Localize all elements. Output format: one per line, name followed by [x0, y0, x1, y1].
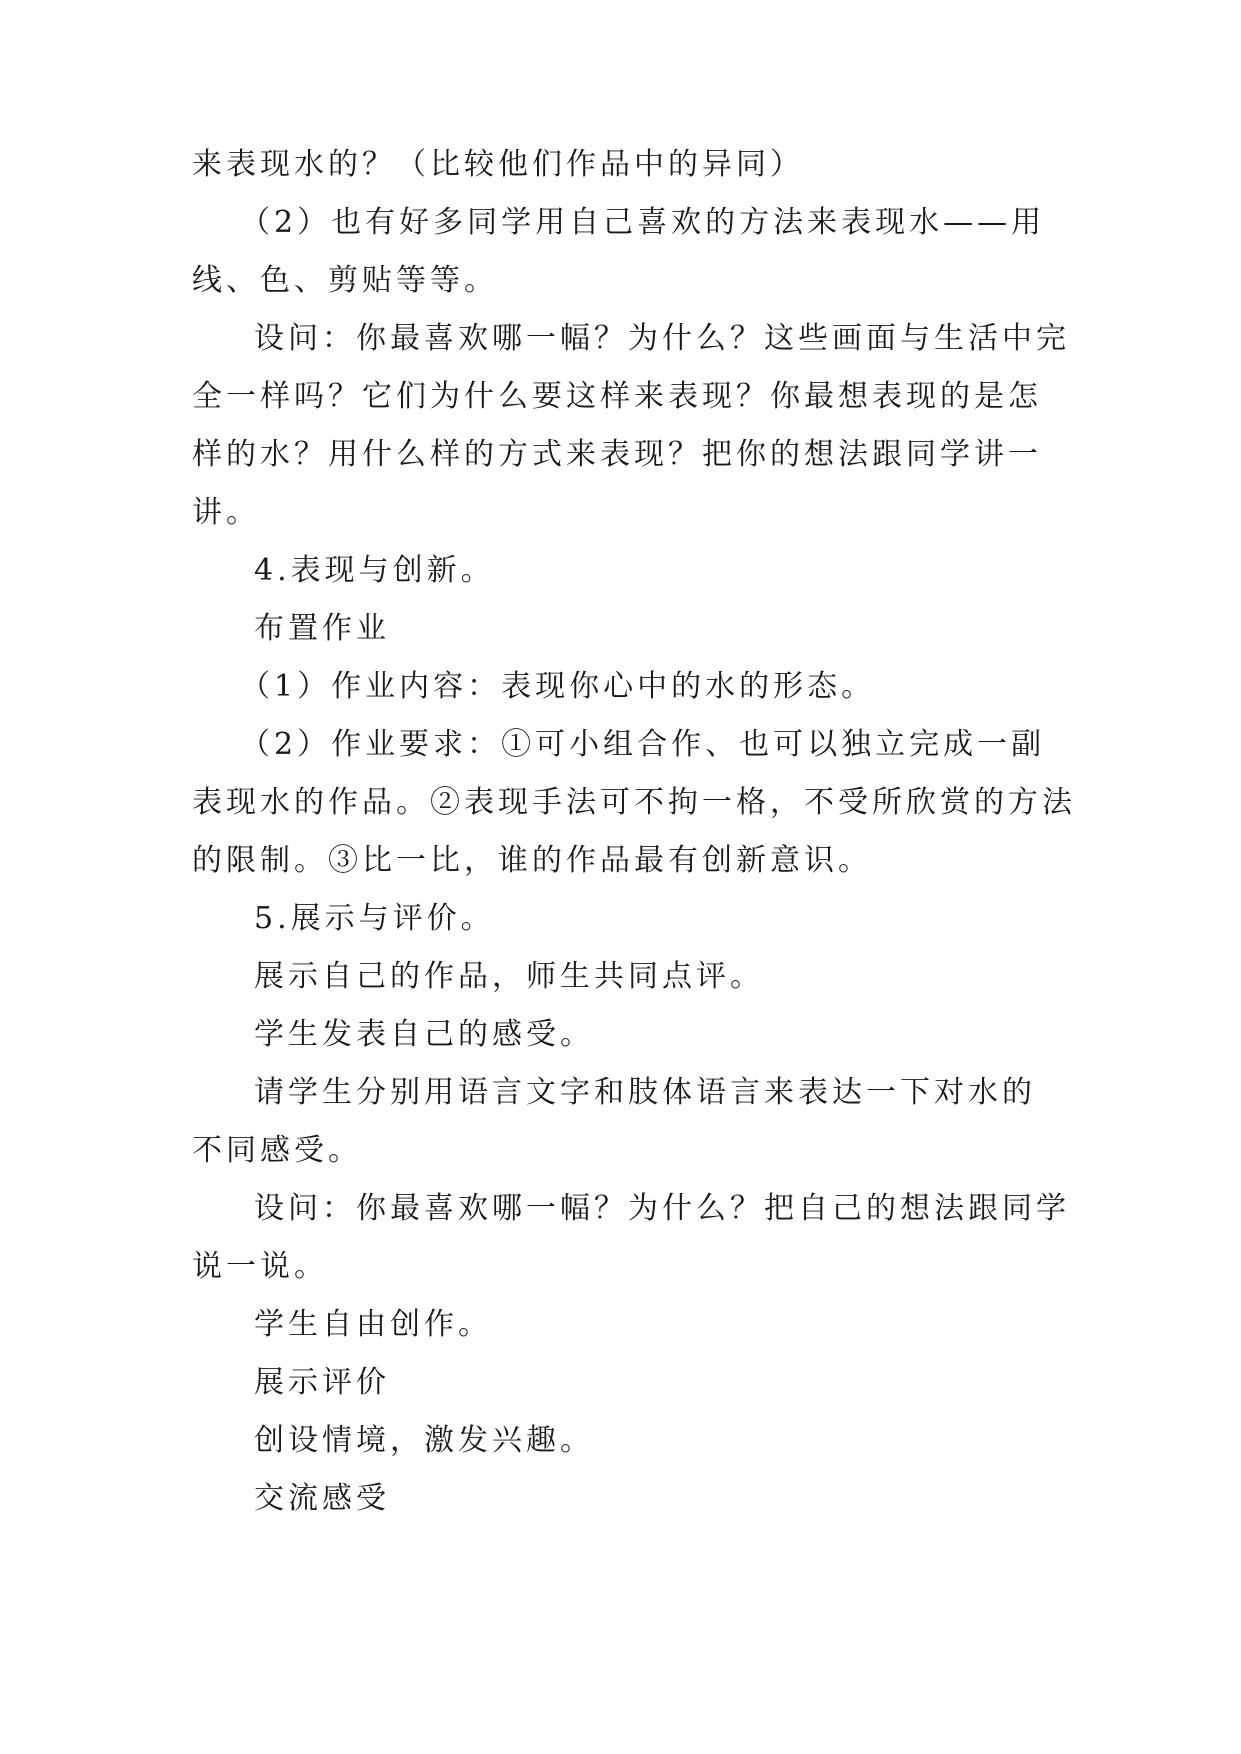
text-line: 讲。 — [192, 495, 260, 530]
text-line: （2）作业要求：①可小组合作、也可以独立完成一副 — [240, 727, 1046, 762]
text-line: 展示评价 — [254, 1365, 390, 1400]
text-line: 4.表现与创新。 — [254, 553, 495, 588]
text-line: 全一样吗？它们为什么要这样来表现？你最想表现的是怎 — [192, 379, 1042, 414]
text-line: 线、色、剪贴等等。 — [192, 263, 498, 298]
text-line: （2）也有好多同学用自己喜欢的方法来表现水——用 — [240, 205, 1046, 240]
text-line: 设问：你最喜欢哪一幅？为什么？这些画面与生活中完 — [254, 321, 1070, 356]
text-line: 请学生分别用语言文字和肢体语言来表达一下对水的 — [254, 1075, 1036, 1110]
text-line: 设问：你最喜欢哪一幅？为什么？把自己的想法跟同学 — [254, 1191, 1070, 1226]
text-line: 5.展示与评价。 — [254, 901, 495, 936]
text-line: 表现水的作品。②表现手法可不拘一格，不受所欣赏的方法 — [192, 785, 1076, 820]
text-line: 创设情境，激发兴趣。 — [254, 1423, 594, 1458]
text-line: 说一说。 — [192, 1249, 328, 1284]
text-line: 交流感受 — [254, 1481, 390, 1516]
text-line: 展示自己的作品，师生共同点评。 — [254, 959, 764, 994]
text-line: 布置作业 — [254, 611, 390, 646]
text-line: 学生自由创作。 — [254, 1307, 492, 1342]
text-line: （1）作业内容：表现你心中的水的形态。 — [240, 669, 876, 704]
text-line: 来表现水的？（比较他们作品中的异同） — [192, 147, 804, 182]
text-line: 不同感受。 — [192, 1133, 362, 1168]
document-body — [192, 136, 1076, 1528]
text-line: 的限制。③比一比，谁的作品最有创新意识。 — [192, 843, 872, 878]
text-line: 学生发表自己的感受。 — [254, 1017, 594, 1052]
text-line: 样的水？用什么样的方式来表现？把你的想法跟同学讲一 — [192, 437, 1042, 472]
